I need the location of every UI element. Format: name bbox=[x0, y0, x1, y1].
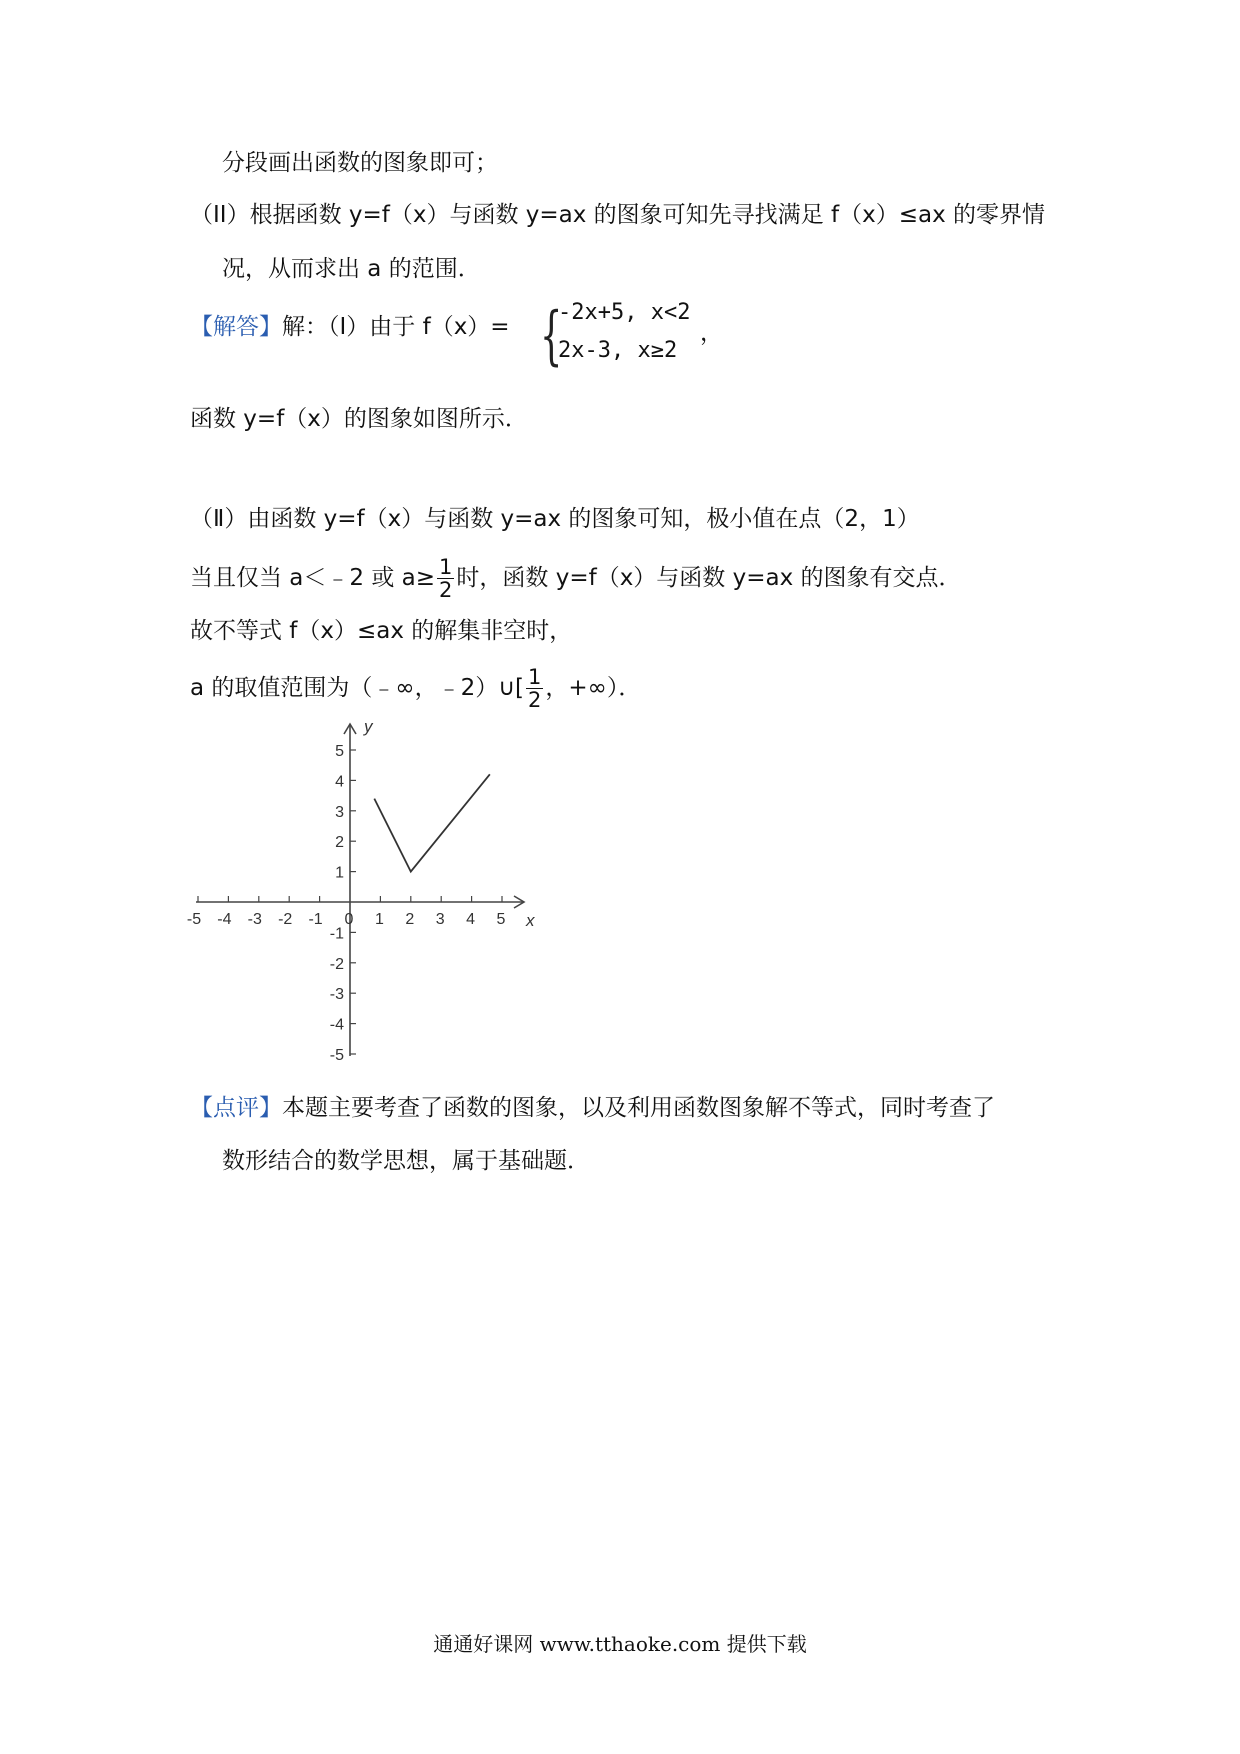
x-tick-label: -1 bbox=[308, 911, 323, 928]
y-tick-label: -4 bbox=[329, 1016, 344, 1034]
part2-line-2-post: 时，函数 y=f（x）与函数 y=ax 的图象有交点． bbox=[456, 565, 962, 591]
y-axis-label: y bbox=[364, 720, 373, 736]
comment-text-1: 本题主要考查了函数的图象，以及利用函数图象解不等式，同时考查了 bbox=[282, 1095, 995, 1121]
analysis-line-1: 分段画出函数的图象即可； bbox=[222, 150, 498, 176]
x-tick-label: 3 bbox=[435, 911, 445, 928]
page-footer: 通通好课网 www.tthaoke.com 提供下载 bbox=[433, 1632, 807, 1656]
fraction-denominator: 2 bbox=[439, 578, 453, 602]
answer-tag: 【解答】 bbox=[190, 314, 282, 340]
comment-tag: 【点评】 bbox=[190, 1095, 282, 1121]
part2-line-1: （Ⅱ）由函数 y=f（x）与函数 y=ax 的图象可知，极小值在点（2，1） bbox=[190, 506, 920, 532]
part2-line-4 bbox=[190, 666, 641, 711]
piecewise-comma: ， bbox=[700, 320, 723, 346]
part2-line-2-pre: 当且仅当 a＜﹣2 或 a≥ bbox=[190, 565, 436, 591]
answer-intro-line bbox=[190, 312, 510, 342]
x-tick-label: 4 bbox=[466, 911, 476, 928]
fraction-one-half bbox=[437, 556, 454, 601]
comment-line-2: 数形结合的数学思想，属于基础题． bbox=[222, 1148, 590, 1174]
y-tick-label: 4 bbox=[335, 773, 344, 791]
comment-line-1 bbox=[190, 1093, 995, 1123]
piecewise-case-1: -2x+5, x<2 bbox=[558, 300, 691, 325]
y-tick-label: 5 bbox=[335, 743, 344, 760]
function-line bbox=[374, 774, 490, 871]
x-tick-label: -4 bbox=[217, 911, 232, 928]
analysis-line-3: 况，从而求出 a 的范围． bbox=[222, 256, 481, 282]
y-tick-label: -1 bbox=[329, 925, 344, 943]
x-tick-label: 2 bbox=[405, 911, 415, 928]
x-axis-label: x bbox=[526, 911, 535, 930]
fraction-one-half-2 bbox=[526, 666, 543, 711]
piecewise-brace: { bbox=[540, 299, 563, 373]
piecewise-case-2: 2x-3, x≥2 bbox=[558, 338, 678, 363]
part2-line-4-pre: a 的取值范围为（﹣∞，﹣2）∪[ bbox=[190, 675, 525, 701]
y-tick-label: 2 bbox=[335, 834, 344, 852]
x-tick-label: 1 bbox=[374, 911, 384, 928]
answer-intro: 解：（Ⅰ）由于 f（x）= bbox=[282, 314, 510, 340]
fraction-numerator-2: 1 bbox=[528, 665, 542, 689]
y-tick-label: -5 bbox=[329, 1047, 344, 1064]
x-tick-label: 5 bbox=[496, 911, 506, 928]
x-tick-label: -2 bbox=[278, 911, 293, 928]
y-tick-label: -2 bbox=[329, 955, 344, 973]
part2-line-2 bbox=[190, 556, 962, 601]
analysis-line-2: （II）根据函数 y=f（x）与函数 y=ax 的图象可知先寻找满足 f（x）≤ax 的零界情 bbox=[190, 202, 1045, 228]
x-tick-label: -3 bbox=[247, 911, 262, 928]
x-tick-label: 0 bbox=[344, 911, 354, 928]
fraction-numerator: 1 bbox=[439, 555, 453, 579]
function-graph bbox=[180, 720, 540, 1080]
graph-note: 函数 y=f（x）的图象如图所示． bbox=[190, 406, 528, 432]
part2-line-3: 故不等式 f（x）≤ax 的解集非空时， bbox=[190, 618, 573, 644]
part2-line-4-post: ，+∞）． bbox=[545, 675, 642, 701]
x-tick-label: -5 bbox=[186, 911, 202, 928]
fraction-denominator-2: 2 bbox=[528, 688, 542, 712]
y-tick-label: 3 bbox=[335, 803, 344, 821]
y-tick-label: 1 bbox=[335, 864, 344, 882]
y-tick-label: -3 bbox=[329, 986, 344, 1004]
